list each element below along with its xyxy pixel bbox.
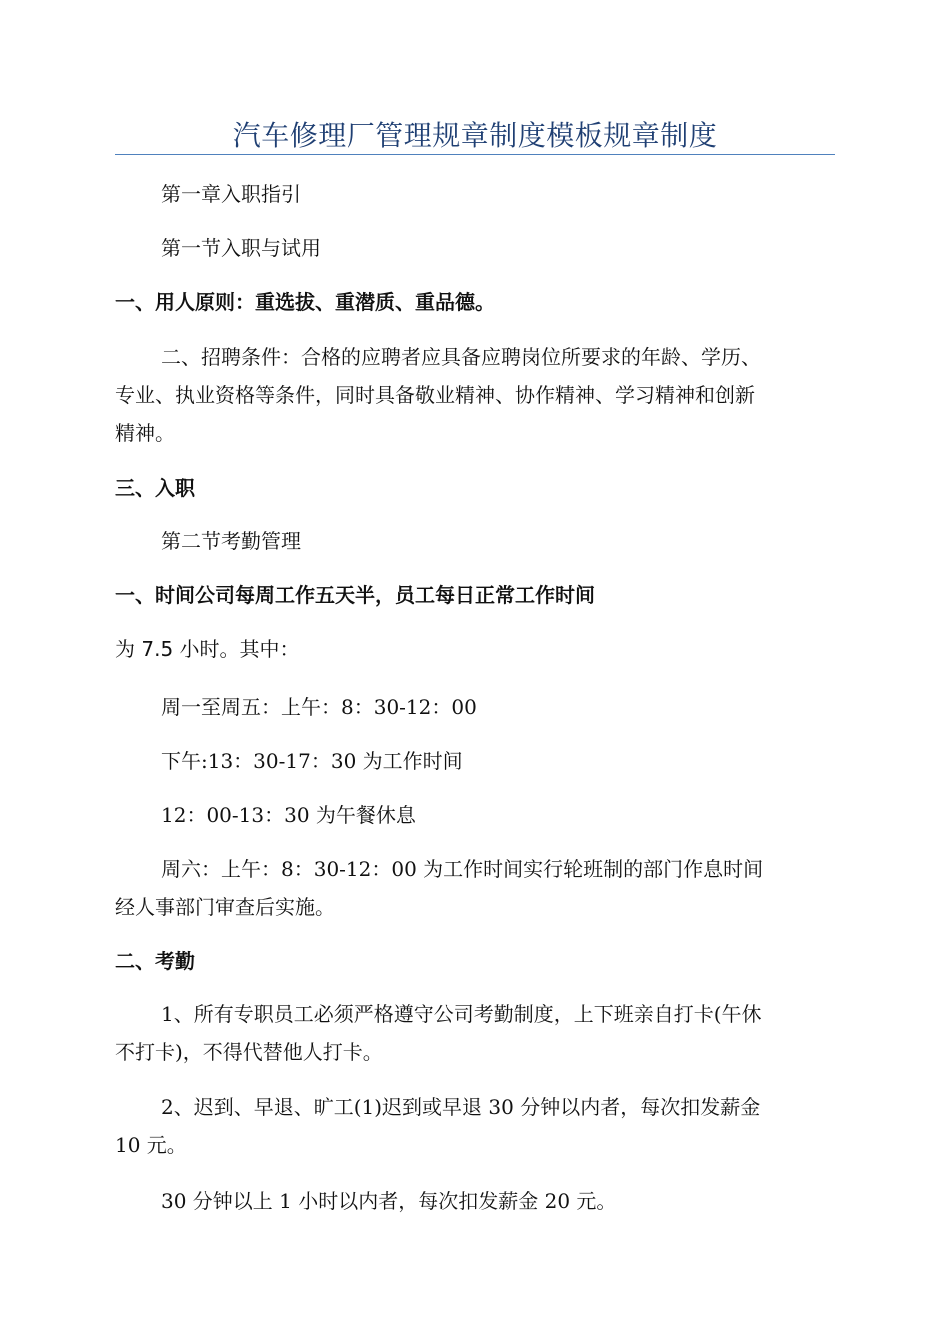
rule-1-line-1: 1、所有专职员工必须严格遵守公司考勤制度，上下班亲自打卡(午休 [161,1002,762,1026]
document-title: 汽车修理厂管理规章制度模板规章制度 [232,119,718,152]
saturday-line-2: 经人事部门审查后实施。 [115,895,335,919]
working-time-heading: 一、时间公司每周工作五天半，员工每日正常工作时间 [115,583,595,607]
rule-1-line-2: 不打卡)，不得代替他人打卡。 [115,1040,383,1064]
employment-principle: 一、用人原则：重选拔、重潜质、重品德。 [115,290,495,314]
entry-heading: 三、入职 [115,476,195,500]
attendance-rule-2 [115,1090,835,1162]
chapter-heading: 第一章入职指引 [161,182,301,206]
attendance-heading: 二、考勤 [115,949,195,973]
recruitment-conditions-paragraph [115,340,835,450]
working-hours-line: 为 7.5 小时。其中： [115,637,300,661]
section-heading-1: 第一节入职与试用 [161,236,321,260]
weekday-morning-hours: 周一至周五：上午：8：30-12：00 [161,695,477,719]
section-heading-2: 第二节考勤管理 [161,529,301,553]
saturday-paragraph [115,852,835,924]
rule-2-line-2: 10 元。 [115,1133,187,1157]
recruitment-line-1: 二、招聘条件：合格的应聘者应具备应聘岗位所要求的年龄、学历、 [161,345,761,369]
saturday-line-1: 周六：上午：8：30-12：00 为工作时间实行轮班制的部门作息时间 [161,857,764,881]
recruitment-line-3: 精神。 [115,421,175,445]
recruitment-line-2: 专业、执业资格等条件，同时具备敬业精神、协作精神、学习精神和创新 [115,383,755,407]
title-underline [115,154,835,155]
rule-2-line-1: 2、迟到、早退、旷工(1)迟到或早退 30 分钟以内者，每次扣发薪金 [161,1095,761,1119]
weekday-afternoon-hours: 下午:13：30-17：30 为工作时间 [161,749,463,773]
attendance-rule-3: 30 分钟以上 1 小时以内者，每次扣发薪金 20 元。 [161,1189,617,1213]
attendance-rule-1 [115,997,835,1069]
lunch-break-hours: 12：00-13：30 为午餐休息 [161,803,416,827]
